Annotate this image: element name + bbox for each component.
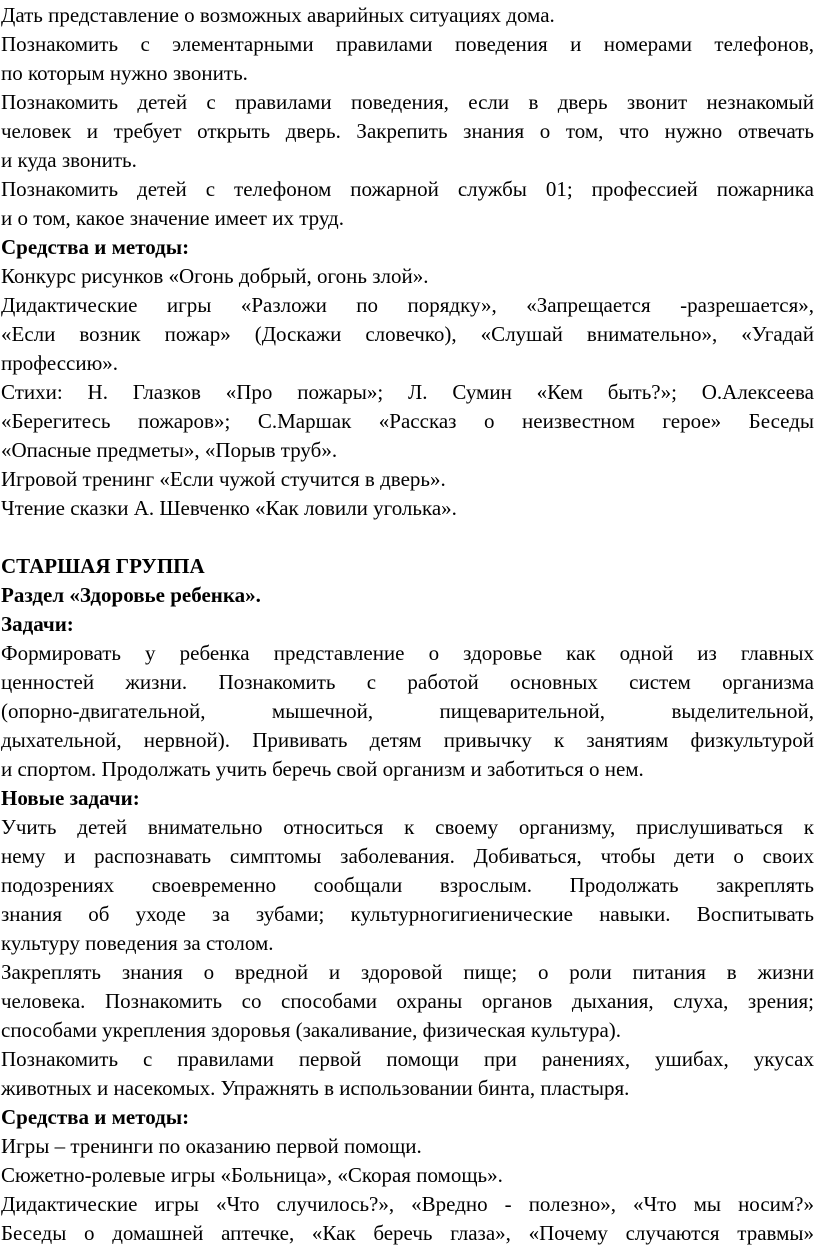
text-line: Формировать у ребенка представление о здоровье как одной из главных xyxy=(1,641,814,665)
text-line: Дать представление о возможных аварийных ситуациях дома. xyxy=(1,3,555,27)
text-line: подозрениях своевременно сообщали взрослым. Продолжать закреплять xyxy=(1,873,814,897)
text-line: нему и распознавать симптомы заболевания. Добиваться, чтобы дети о своих xyxy=(1,844,814,868)
section-heading: Задачи: xyxy=(1,612,74,636)
text-line: по которым нужно звонить. xyxy=(1,61,248,85)
text-line: Игровой тренинг «Если чужой стучится в дверь». xyxy=(1,467,446,491)
text-line: Учить детей внимательно относиться к своему организму, прислушиваться к xyxy=(1,815,814,839)
section-heading: Раздел «Здоровье ребенка». xyxy=(1,583,261,607)
section-heading: Средства и методы: xyxy=(1,235,190,259)
text-line: человека. Познакомить со способами охраны органов дыхания, слуха, зрения; xyxy=(1,989,814,1013)
text-line: Познакомить детей с телефоном пожарной службы 01; профессией пожарника xyxy=(1,177,814,201)
text-line: человек и требует открыть дверь. Закрепить знания о том, что нужно отвечать xyxy=(1,119,814,143)
text-line: Познакомить с элементарными правилами поведения и номерами телефонов, xyxy=(1,32,814,56)
text-line: Сюжетно-ролевые игры «Больница», «Скорая помощь». xyxy=(1,1163,503,1187)
text-line: ценностей жизни. Познакомить с работой основных систем организма xyxy=(1,670,814,694)
text-line: Закреплять знания о вредной и здоровой пище; о роли питания в жизни xyxy=(1,960,814,984)
text-line: Познакомить с правилами первой помощи при ранениях, ушибах, укусах xyxy=(1,1047,814,1071)
text-line: способами укрепления здоровья (закаливание, физическая культура). xyxy=(1,1018,622,1042)
section-heading: Новые задачи: xyxy=(1,786,140,810)
text-line: животных и насекомых. Упражнять в использовании бинта, пластыря. xyxy=(1,1076,630,1100)
text-line: (опорно-двигательной, мышечной, пищеварительной, выделительной, xyxy=(1,699,814,723)
text-line: «Берегитесь пожаров»; С.Маршак «Рассказ о неизвестном герое» Беседы xyxy=(1,409,814,433)
text-line: Игры – тренинги по оказанию первой помощи. xyxy=(1,1134,422,1158)
text-line: Чтение сказки А. Шевченко «Как ловили уголька». xyxy=(1,496,457,520)
text-line: и куда звонить. xyxy=(1,148,137,172)
section-heading: Средства и методы: xyxy=(1,1105,190,1129)
text-line: Стихи: Н. Глазков «Про пожары»; Л. Сумин «Кем быть?»; О.Алексеева xyxy=(1,380,814,404)
text-line: Конкурс рисунков «Огонь добрый, огонь злой». xyxy=(1,264,429,288)
text-line: профессию». xyxy=(1,351,119,375)
group-heading: СТАРШАЯ ГРУППА xyxy=(1,554,205,578)
text-line: Дидактические игры «Что случилось?», «Вредно - полезно», «Что мы носим?» xyxy=(1,1192,814,1216)
text-line: и спортом. Продолжать учить беречь свой организм и заботиться о нем. xyxy=(1,757,644,781)
text-line: знания об уходе за зубами; культурногигиенические навыки. Воспитывать xyxy=(1,902,814,926)
text-line: и о том, какое значение имеет их труд. xyxy=(1,206,344,230)
text-line: «Если возник пожар» (Доскажи словечко), «Слушай внимательно», «Угадай xyxy=(1,322,814,346)
text-line: Дидактические игры «Разложи по порядку», «Запрещается -разрешается», xyxy=(1,293,814,317)
text-line: Беседы о домашней аптечке, «Как беречь глаза», «Почему случаются травмы» xyxy=(1,1221,814,1245)
text-line: «Опасные предметы», «Порыв труб». xyxy=(1,438,338,462)
text-line: культуру поведения за столом. xyxy=(1,931,274,955)
text-line: дыхательной, нервной). Прививать детям привычку к занятиям физкультурой xyxy=(1,728,814,752)
text-line: Познакомить детей с правилами поведения, если в дверь звонит незнакомый xyxy=(1,90,814,114)
